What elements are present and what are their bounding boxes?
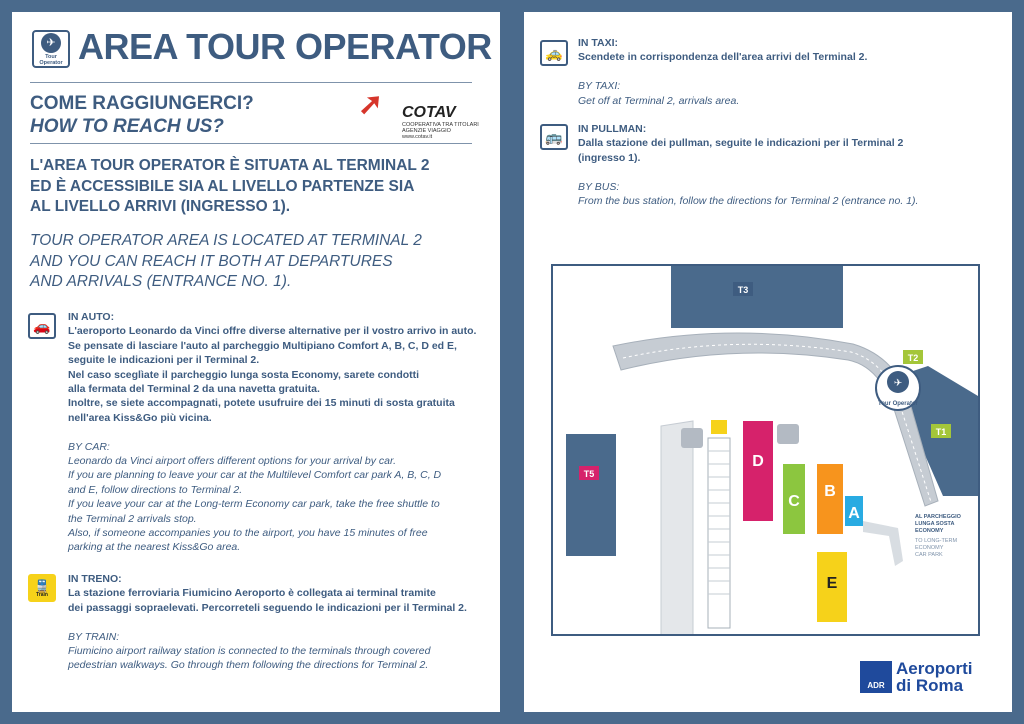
tour-operator-logo-text: Tour Operator [39,53,63,66]
economy-it-line: ECONOMY [915,528,944,534]
divider [30,143,472,144]
car-section [68,310,488,555]
economy-it-text [915,514,962,534]
taxi-label-en: BY TAXI: [578,80,621,93]
adr-line1: Aeroporti [896,659,973,678]
taxi-icon: 🚕 [540,40,568,66]
lead-it-line: AL LIVELLO ARRIVI (INGRESSO 1). [30,198,291,215]
t2-label: T2 [907,353,919,363]
cotav-logo [358,88,479,140]
taxi-section [578,36,998,108]
cotav-subtitle [402,122,482,140]
car-it-line: Se pensate di lasciare l'auto al parcheggio Multipiano Comfort A, B, C, D ed E, [68,339,457,352]
terminal-t5-building [566,434,616,556]
t5-label: T5 [583,469,595,479]
adr-text [896,660,973,694]
car-label-it: IN AUTO: [68,311,115,323]
economy-en-text [915,538,959,558]
right-page [524,12,1012,712]
economy-it-line: AL PARCHEGGIO [915,514,961,520]
tour-operator-logo [32,30,70,68]
park-b-label: B [824,483,836,500]
parking-building-icon [681,428,703,448]
car-park-d [743,421,773,521]
t1-label: T1 [935,427,947,437]
train-en-line: pedestrian walkways. Go through them following the directions for Terminal 2. [68,659,429,672]
lead-italian [30,156,470,218]
cotav-sub1: COOPERATIVA TRA TITOLARI [402,122,479,128]
plane-glyph: ✈ [893,378,903,389]
car-it-line: Nel caso sceglìate il parcheggio lunga sosta Economy, sarete condotti [68,368,420,381]
train-en-line: Fiumicino airport railway station is connected to the terminals through covered [68,645,431,658]
plane-icon: ✈ [41,33,61,53]
how-to-reach-it: COME RAGGIUNGERCI? [30,93,254,114]
parking-building-icon [777,424,799,444]
economy-en-line: CAR PARK [915,552,943,558]
map-svg [553,266,978,634]
lead-it-line: ED È ACCESSIBILE SIA AL LIVELLO PARTENZE SIA [30,177,415,195]
cotav-name: COTAV [402,104,456,121]
train-icon-label: Train [36,591,48,598]
train-it-line: La stazione ferroviaria Fiumicino Aeroporto è collegata ai terminal tramite [68,587,436,600]
taxi-it-text: Scendete in corrispondenza dell'area arrivi del Terminal 2. [578,51,868,64]
adr-badge: ADR [860,661,892,693]
car-en-line: If you leave your car at the Long-term Economy car park, take the free shuttle to [68,498,440,511]
train-label-it: IN TRENO: [68,573,122,585]
lead-english [30,231,470,293]
page-title: AREA TOUR OPERATOR [78,26,492,67]
park-c-label: C [788,493,800,510]
lead-en-line: AND YOU CAN REACH IT BOTH AT DEPARTURES [30,252,393,270]
car-it-line: L'aeroporto Leonardo da Vinci offre diverse alternative per il vostro arrivo in auto. [68,325,477,338]
tour-operator-map-label: Tour Operator [878,401,918,407]
bus-en-text: From the bus station, follow the directions for Terminal 2 (entrance no. 1). [578,195,919,208]
adr-line2: di Roma [896,676,964,695]
bus-it-line: (ingresso 1). [578,151,641,164]
lead-en-line: AND ARRIVALS (ENTRANCE NO. 1). [30,273,292,290]
train-station-marker [711,420,727,434]
lead-it-line: L'AREA TOUR OPERATOR È SITUATA AL TERMINAL 2 [30,157,430,174]
car-it-line: Inoltre, se siete accompagnati, potete usufruire dei 15 minuti di sosta gratuita [68,397,455,410]
bus-it-line: Dalla stazione dei pullman, seguite le indicazioni per il Terminal 2 [578,137,904,150]
car-icon: 🚗 [28,313,56,339]
park-e-label: E [826,575,838,592]
taxi-en-text: Get off at Terminal 2, arrivals area. [578,94,740,107]
bus-label-it: IN PULLMAN: [578,123,647,135]
cotav-url: www.cotav.it [402,134,433,140]
divider [30,82,472,83]
economy-en-line: ECONOMY [915,545,944,551]
economy-en-line: TO LONG-TERM [915,538,958,544]
lead-en-line: TOUR OPERATOR AREA IS LOCATED AT TERMINAL 2 [30,232,422,249]
train-it-line: dei passaggi sopraelevati. Percorreteli seguendo le indicazioni per il Terminal 2. [68,601,467,614]
car-it-line: nell'area Kiss&Go più vicina. [68,411,212,424]
ground-area [661,421,693,634]
train-walkway [708,438,730,628]
bus-label-en: BY BUS: [578,180,620,193]
economy-it-line: LUNGA SOSTA [915,521,955,527]
train-icon: 🚆 Train [28,574,56,602]
train-label-en: BY TRAIN: [68,630,120,643]
terminal-t3-building [671,266,843,328]
car-en-line: Leonardo da Vinci airport offers different options for your arrival by car. [68,455,397,468]
car-label-en: BY CAR: [68,440,110,453]
car-en-line: the Terminal 2 arrivals stop. [68,512,197,525]
how-to-reach-en: HOW TO REACH US? [30,116,224,137]
road-to-economy [863,521,903,566]
car-en-line: parking at the nearest Kiss&Go area. [68,541,241,554]
bus-section [578,122,998,208]
t3-label: T3 [737,285,749,295]
park-d-label: D [752,453,764,470]
car-en-line: If you are planning to leave your car at the Multilevel Comfort car park A, B, C, D [68,469,442,482]
adr-logo [860,660,973,694]
cotav-sub2: AGENZIE VIAGGIO [402,128,451,134]
park-a-label: A [848,505,860,522]
car-it-line: seguite le indicazioni per il Terminal 2. [68,354,260,367]
car-en-line: and E, follow directions to Terminal 2. [68,483,243,496]
taxi-label-it: IN TAXI: [578,37,619,49]
bus-icon: 🚌 [540,124,568,150]
arrow-icon: ➚ [358,88,384,121]
left-page [12,12,500,712]
car-en-line: Also, if someone accompanies you to the airport, you have 15 minutes of free [68,527,428,540]
airport-map [551,264,980,636]
train-section [68,572,488,673]
car-it-line: alla fermata del Terminal 2 da una navetta gratuita. [68,383,320,396]
